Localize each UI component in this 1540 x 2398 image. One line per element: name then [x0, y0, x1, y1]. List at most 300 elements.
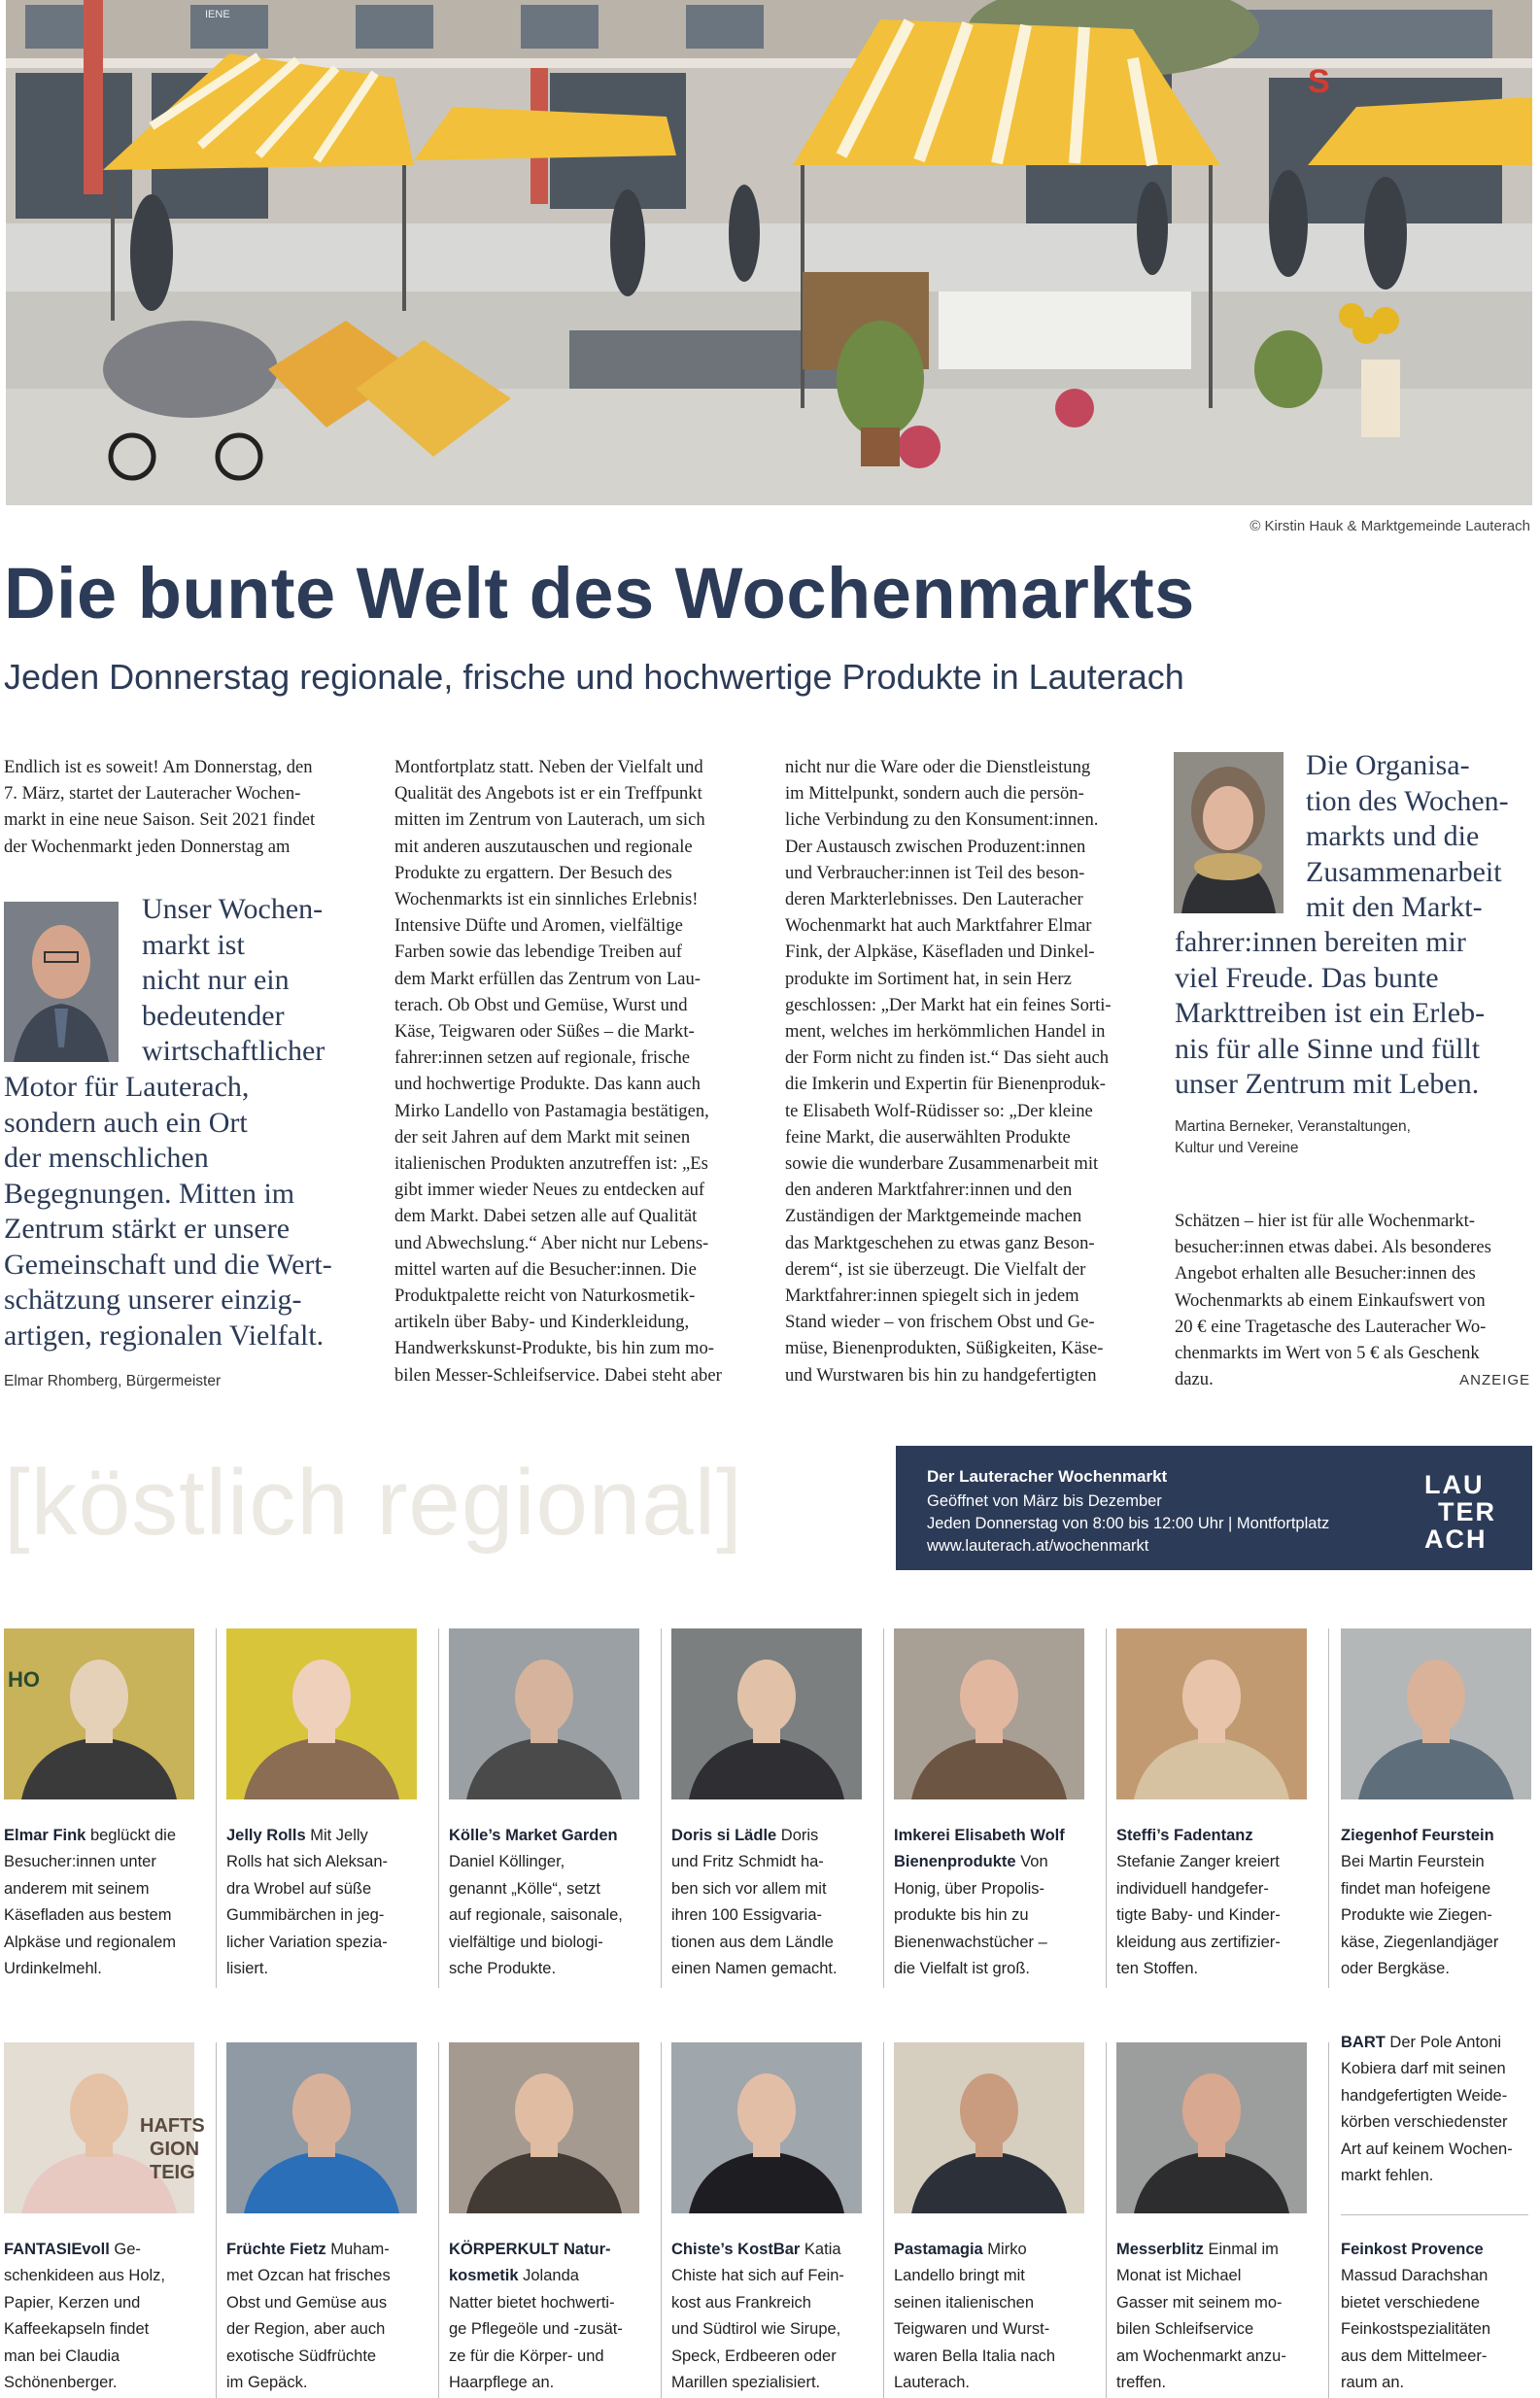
vendor-name: Kölle’s Market Garden — [449, 1827, 618, 1844]
vendor-name: Chiste’s KostBar — [671, 2241, 801, 2258]
vendor-photo — [894, 1628, 1084, 1799]
vendor-name: Pastamagia — [894, 2241, 983, 2258]
article-column-4 — [1175, 1208, 1534, 1392]
vendor-text: Kobiera darf mit seinen — [1341, 2060, 1506, 2078]
vendor-text: Bienenwachstücher – — [894, 1933, 1047, 1951]
vendor-text: Doris — [776, 1827, 819, 1844]
vendor-text: ihren 100 Essigvaria- — [671, 1906, 822, 1925]
vendor-text-line — [226, 1930, 426, 1956]
vendor-text-line — [1341, 1849, 1540, 1875]
vendor-text: raum an. — [1341, 2374, 1405, 2392]
vendor-text: Lauterach. — [894, 2374, 970, 2392]
berneker-quote-part1 — [1306, 748, 1509, 926]
vendor-text-line — [4, 2370, 203, 2396]
text-line: ment, welches im herkömmlichen Handel in — [785, 1021, 1106, 1043]
text-line: besucher:innen etwas dabei. Als besonderes — [1175, 1237, 1491, 1258]
vendor-text: am Wochenmarkt anzu- — [1116, 2347, 1286, 2365]
vendor-text: oder Bergkäse. — [1341, 1960, 1450, 1978]
vendor-text-line — [894, 1930, 1093, 1956]
vendor-text-line — [671, 1902, 871, 1929]
quote-line: unser Zentrum mit Leben. — [1175, 1068, 1480, 1100]
vendor-text: Kaffeekapseln findet — [4, 2320, 150, 2339]
vendor-text-line — [449, 1902, 648, 1929]
vendor-name: KÖRPERKULT Natur- — [449, 2241, 611, 2258]
vendor-text-line — [226, 2290, 426, 2316]
column-divider — [1328, 2042, 1329, 2398]
article-column-1 — [4, 754, 373, 860]
quote-line: mit den Markt- — [1306, 891, 1483, 923]
vendor-text-line — [226, 1902, 426, 1929]
quote-line: der menschlichen — [4, 1142, 209, 1174]
quote-line: Unser Wochen- — [142, 893, 324, 925]
text-line: dazu. — [1175, 1369, 1214, 1390]
article-column-2 — [394, 754, 764, 1388]
vendor-text: Gasser mit seinem mo- — [1116, 2293, 1283, 2312]
attribution-line: Martina Berneker, Veranstaltungen, — [1175, 1118, 1411, 1135]
logo-line: TER — [1438, 1497, 1496, 1526]
column-divider — [1328, 1628, 1329, 1988]
vendor-description — [1341, 2030, 1540, 2189]
vendor-text: Gummibärchen in jeg- — [226, 1906, 385, 1925]
text-line: mittel warten auf die Besucher:innen. Die — [394, 1258, 697, 1280]
subheadline: Jeden Donnerstag regionale, frische und hochwertige Produkte in Lauterach — [4, 657, 1184, 697]
vendor-text-line — [1116, 2290, 1316, 2316]
vendor-text: schenkideen aus Holz, — [4, 2267, 166, 2285]
vendor-text-line — [226, 2263, 426, 2289]
text-line: liche Verbindung zu den Konsument:innen. — [785, 809, 1099, 831]
vendor-text-line — [894, 2316, 1093, 2343]
vendor-text-line — [226, 2316, 426, 2343]
quote-line: Gemeinschaft und die Wert- — [4, 1248, 332, 1281]
vendor-text: beglückt die — [86, 1827, 177, 1844]
text-line: der seit Jahren auf dem Markt mit seinen — [394, 1126, 691, 1148]
vendor-text: vielfältige und biologi- — [449, 1933, 603, 1951]
text-line: Handwerkskunst-Produkte, bis hin zum mo- — [394, 1338, 714, 1359]
text-line: und Wurstwaren bis hin zu handgefertigten — [785, 1364, 1097, 1386]
vendor-text-line — [1341, 2030, 1540, 2056]
headline: Die bunte Welt des Wochenmarkts — [4, 553, 1195, 634]
text-line: der Wochenmarkt jeden Donnerstag am — [4, 836, 291, 857]
text-line: im Mittelpunkt, sondern auch die persön- — [785, 783, 1084, 805]
vendor-text: kleidung aus zertifizier- — [1116, 1933, 1281, 1951]
vendor-text-line — [4, 2290, 203, 2316]
quote-line: Motor für Lauterach, — [4, 1071, 250, 1103]
vendor-text: met Ozcan hat frisches — [226, 2267, 391, 2285]
quote-line: Zusammenarbeit — [1306, 855, 1502, 888]
vendor-text-line — [671, 2344, 871, 2370]
vendor-name: Doris si Lädle — [671, 1827, 777, 1844]
text-line: die Imkerin und Expertin für Bienenproduk- — [785, 1074, 1106, 1095]
vendor-text-line — [1341, 1930, 1540, 1956]
vendor-text: exotische Südfrüchte — [226, 2347, 377, 2365]
text-line: 7. März, startet der Lauteracher Wochen- — [4, 783, 301, 805]
vendor-text-line — [671, 2263, 871, 2289]
logo-line: ACH — [1424, 1524, 1488, 1554]
vendor-photo — [226, 2042, 417, 2213]
text-line: Montfortplatz statt. Neben der Vielfalt und — [394, 757, 703, 777]
logo-line: LAU — [1424, 1470, 1485, 1499]
vendor-text-line — [1341, 2083, 1540, 2109]
vendor-text-line — [894, 2290, 1093, 2316]
vendor-text-line — [671, 2316, 871, 2343]
mayor-quote-attribution: Elmar Rhomberg, Bürgermeister — [4, 1373, 222, 1389]
text-line: Qualität des Angebots ist er ein Treffpunkt — [394, 783, 702, 805]
slogan: [köstlich regional] — [4, 1451, 743, 1555]
column-divider — [438, 2042, 439, 2398]
vendor-photo — [1341, 1628, 1531, 1799]
column-divider — [883, 1628, 884, 1988]
text-line: italienischen Produkten anzutreffen ist: „Es — [394, 1153, 708, 1175]
vendor-text-line — [671, 1930, 871, 1956]
lauterach-logo — [1424, 1471, 1496, 1553]
text-line: Intensive Düfte und Aromen, vielfältige — [394, 915, 683, 937]
vendor-text: Monat ist Michael — [1116, 2267, 1242, 2285]
vendor-text-line — [1116, 1902, 1316, 1929]
vendor-text-line — [449, 2263, 648, 2289]
vendor-text-line — [226, 1849, 426, 1875]
text-line: gibt immer wieder Neues zu entdecken auf — [394, 1180, 705, 1201]
text-line: Marktfahrer:innen spiegelt sich in jedem — [785, 1285, 1079, 1307]
vendor-text: Schönenberger. — [4, 2374, 118, 2392]
vendor-text: tigte Baby- und Kinder- — [1116, 1906, 1281, 1925]
vendor-name: Feinkost Provence — [1341, 2241, 1484, 2258]
vendor-text: Obst und Gemüse aus — [226, 2293, 388, 2312]
info-line-day: Jeden Donnerstag von 8:00 bis 12:00 Uhr | Montfortplatz — [927, 1515, 1330, 1532]
vendor-text: ten Stoffen. — [1116, 1960, 1199, 1978]
info-line-website[interactable]: www.lauterach.at/wochenmarkt — [927, 1537, 1149, 1555]
vendor-description — [4, 1823, 203, 1982]
vendor-description — [1116, 2237, 1316, 2396]
vendor-text: lisiert. — [226, 1960, 269, 1978]
vendor-text: man bei Claudia — [4, 2347, 120, 2365]
text-line: Mirko Landello von Pastamagia bestätigen, — [394, 1100, 709, 1121]
text-line: feine Markt, die auserwählten Produkte — [785, 1126, 1071, 1148]
vendor-photo — [449, 2042, 639, 2213]
vendor-text: markt fehlen. — [1341, 2167, 1434, 2185]
attribution-line: Kultur und Vereine — [1175, 1140, 1299, 1156]
quote-line: bedeutender — [142, 999, 285, 1032]
vendor-name: FANTASIEvoll — [4, 2241, 110, 2258]
vendor-text-line — [1341, 1956, 1540, 1982]
vendor-text: käse, Ziegenlandjäger — [1341, 1933, 1499, 1951]
text-line: und Verbraucher:innen ist Teil des beson- — [785, 862, 1085, 883]
column-divider — [661, 1628, 662, 1988]
vendor-text-line — [1341, 2163, 1540, 2189]
berneker-quote-part2 — [1175, 925, 1485, 1103]
text-line: sowie die wunderbare Zusammenarbeit mit — [785, 1153, 1099, 1175]
vendor-text-line — [4, 1823, 203, 1849]
quote-line: tion des Wochen- — [1306, 784, 1509, 817]
vendor-text-line — [226, 1823, 426, 1849]
vendor-text: Besucher:innen unter — [4, 1853, 156, 1871]
vendor-name: Jelly Rolls — [226, 1827, 306, 1844]
vendor-text-line — [1341, 1902, 1540, 1929]
vendor-text-line — [1116, 1956, 1316, 1982]
vendor-text: auf regionale, saisonale, — [449, 1906, 623, 1925]
vendor-text: Von — [1015, 1853, 1048, 1871]
vendor-text-line — [226, 1876, 426, 1902]
text-line: Produkte zu ergattern. Der Besuch des — [394, 862, 672, 883]
vendor-text: Jolanda — [518, 2267, 579, 2285]
vendor-text-line — [226, 2344, 426, 2370]
vendor-photo — [1116, 1628, 1307, 1799]
vendor-text: Speck, Erdbeeren oder — [671, 2347, 837, 2365]
market-scene-illustration — [6, 0, 1532, 505]
vendor-text-line — [1341, 2290, 1540, 2316]
column-divider — [438, 1628, 439, 1988]
quote-line: markts und die — [1306, 820, 1480, 852]
vendor-text: ben sich vor allem mit — [671, 1879, 827, 1898]
vendor-text-line — [449, 1849, 648, 1875]
text-line: Farben sowie das lebendige Treiben auf — [394, 942, 682, 963]
mayor-quote-part1 — [142, 892, 325, 1070]
text-line: produkte im Sortiment hat, in sein Herz — [785, 968, 1072, 989]
vendor-text: Alpkäse und regionalem — [4, 1933, 177, 1951]
vendor-text-line — [894, 2370, 1093, 2396]
vendor-description — [671, 2237, 871, 2396]
vendor-text: Produkte wie Ziegen- — [1341, 1906, 1492, 1925]
vendor-text-line — [4, 2316, 203, 2343]
vendor-text-line — [894, 1902, 1093, 1929]
vendor-text: Einmal im — [1203, 2241, 1279, 2258]
shop-sign-text: IENE — [205, 9, 230, 20]
vendor-text: findet man hofeigene — [1341, 1879, 1491, 1898]
column-divider — [216, 1628, 217, 1988]
text-line: fahrer:innen setzen auf regionale, frische — [394, 1047, 691, 1069]
vendor-text-line — [4, 1930, 203, 1956]
vendor-text-line — [894, 2237, 1093, 2263]
vendor-text-line — [4, 1876, 203, 1902]
vendor-text-line — [671, 1849, 871, 1875]
photo-sign-text: HO — [8, 1667, 40, 1692]
vendor-photo — [1116, 2042, 1307, 2213]
vendor-text-line — [894, 1876, 1093, 1902]
vendor-text-line — [1116, 2370, 1316, 2396]
vendor-text-line — [894, 1956, 1093, 1982]
text-line: das Marktgeschehen zu etwas ganz Beson- — [785, 1232, 1095, 1253]
bank-sign-text: S — [1308, 63, 1330, 100]
bart-divider — [1341, 2214, 1528, 2215]
photo-credit: © Kirstin Hauk & Marktgemeinde Lauterach — [1249, 518, 1530, 534]
vendor-text-line — [226, 1956, 426, 1982]
vendor-text: und Südtirol wie Sirupe, — [671, 2320, 841, 2339]
vendor-text: Honig, über Propolis- — [894, 1879, 1044, 1898]
vendor-text: Ge- — [109, 2241, 141, 2258]
text-line: Endlich ist es soweit! Am Donnerstag, den — [4, 757, 313, 777]
vendor-text: Bei Martin Feurstein — [1341, 1853, 1485, 1871]
vendor-text: bietet verschiedene — [1341, 2293, 1481, 2312]
vendor-name: Ziegenhof Feurstein — [1341, 1827, 1494, 1844]
vendor-photo — [226, 1628, 417, 1799]
vendor-name: Elmar Fink — [4, 1827, 86, 1844]
vendor-text-line — [1116, 1823, 1316, 1849]
text-line: Der Austausch zwischen Produzent:innen — [785, 836, 1086, 857]
vendor-description — [226, 1823, 426, 1982]
quote-line: Zentrum stärkt er unsere — [4, 1213, 291, 1245]
vendor-text: Daniel Köllinger, — [449, 1853, 565, 1871]
vendor-description — [1341, 1823, 1540, 1982]
vendor-text-line — [894, 2263, 1093, 2289]
column-divider — [1106, 1628, 1107, 1988]
text-line: müse, Bienenprodukten, Süßigkeiten, Käse- — [785, 1338, 1104, 1359]
advertisement-label: ANZEIGE — [1459, 1372, 1530, 1388]
vendor-text-line — [1341, 2370, 1540, 2396]
vendor-text: aus dem Mittelmeer- — [1341, 2347, 1488, 2365]
text-line: deren Markterlebnisses. Den Lauteracher — [785, 889, 1083, 910]
vendor-text: seinen italienischen — [894, 2293, 1035, 2312]
berneker-portrait — [1174, 752, 1283, 913]
vendor-text: Stefanie Zanger kreiert — [1116, 1853, 1280, 1871]
text-line: chenmarkts im Wert von 5 € als Geschenk — [1175, 1343, 1480, 1364]
vendor-text-line — [4, 1849, 203, 1875]
vendor-text: einen Namen gemacht. — [671, 1960, 838, 1978]
text-line: und Abwechslung.“ Aber nicht nur Lebens- — [394, 1232, 709, 1253]
vendor-text-line — [1116, 1849, 1316, 1875]
quote-line: sondern auch ein Ort — [4, 1106, 248, 1139]
vendor-text: tionen aus dem Ländle — [671, 1933, 834, 1951]
vendor-text: ze für die Körper- und — [449, 2347, 604, 2365]
quote-line: artigen, regionalen Vielfalt. — [4, 1319, 325, 1352]
quote-line: viel Freude. Das bunte — [1175, 961, 1439, 994]
vendor-text: Haarpflege an. — [449, 2374, 555, 2392]
vendor-text-line — [1341, 2344, 1540, 2370]
vendor-text: waren Bella Italia nach — [894, 2347, 1056, 2365]
vendor-text: Teigwaren und Wurst- — [894, 2320, 1050, 2339]
column-divider — [1106, 2042, 1107, 2398]
text-line: dem Markt erfüllen das Zentrum von Lau- — [394, 968, 701, 989]
photo-sign-text: HAFTS — [140, 2115, 205, 2137]
vendor-text-line — [449, 2370, 648, 2396]
vendor-text-line — [449, 2237, 648, 2263]
vendor-text-line — [449, 2344, 648, 2370]
vendor-name: Früchte Fietz — [226, 2241, 326, 2258]
info-line-hours: Geöffnet von März bis Dezember — [927, 1492, 1162, 1510]
vendor-text-line — [894, 1849, 1093, 1875]
mayor-quote-part2 — [4, 1070, 332, 1353]
vendor-text: sche Produkte. — [449, 1960, 557, 1978]
vendor-text-line — [1116, 2237, 1316, 2263]
vendor-description — [4, 2237, 203, 2396]
vendor-text: und Fritz Schmidt ha- — [671, 1853, 824, 1871]
quote-line: nicht nur ein — [142, 964, 290, 996]
vendor-text-line — [449, 1956, 648, 1982]
quote-line: Begegnungen. Mitten im — [4, 1177, 295, 1210]
vendor-text: dra Wrobel auf süße — [226, 1879, 372, 1898]
quote-line: nis für alle Sinne und füllt — [1175, 1032, 1481, 1065]
vendor-text-line — [671, 2237, 871, 2263]
column-divider — [216, 2042, 217, 2398]
vendor-photo — [671, 1628, 862, 1799]
text-line: Wochenmarkts ab einem Einkaufswert von — [1175, 1289, 1486, 1311]
text-line: bilen Messer-Schleifservice. Dabei steht aber — [394, 1364, 722, 1386]
vendor-text: Natter bietet hochwerti- — [449, 2293, 615, 2312]
vendor-text-line — [1116, 2263, 1316, 2289]
vendor-text: handgefertigten Weide- — [1341, 2086, 1508, 2105]
vendor-name: kosmetik — [449, 2267, 519, 2285]
vendor-text-line — [1341, 2137, 1540, 2163]
vendor-text: treffen. — [1116, 2374, 1167, 2392]
vendor-text: die Vielfalt ist groß. — [894, 1960, 1031, 1978]
vendor-text-line — [894, 1823, 1093, 1849]
text-line: den anderen Marktfahrer:innen und den — [785, 1180, 1073, 1201]
vendor-name: BART — [1341, 2034, 1386, 2051]
vendor-text-line — [4, 2237, 203, 2263]
vendor-text: anderem mit seinem — [4, 1879, 150, 1898]
vendor-name: Steffi’s Fadentanz — [1116, 1827, 1253, 1844]
vendor-description — [1116, 1823, 1316, 1982]
text-line: Zuständigen der Marktgemeinde machen — [785, 1206, 1082, 1227]
vendor-text: Papier, Kerzen und — [4, 2293, 141, 2312]
vendor-text: Der Pole Antoni — [1385, 2034, 1502, 2051]
vendor-text-line — [449, 2290, 648, 2316]
text-line: Schätzen – hier ist für alle Wochenmarkt- — [1175, 1211, 1475, 1231]
vendor-text: Art auf keinem Wochen- — [1341, 2140, 1513, 2158]
vendor-text-line — [671, 1956, 871, 1982]
vendor-text: ge Pflegeöle und -zusät- — [449, 2320, 623, 2339]
vendor-text: im Gepäck. — [226, 2374, 308, 2392]
column-divider — [661, 2042, 662, 2398]
vendor-text-line — [1341, 2316, 1540, 2343]
vendor-text: der Region, aber auch — [226, 2320, 386, 2339]
hero-photo — [6, 0, 1532, 505]
vendor-text: licher Variation spezia- — [226, 1933, 388, 1951]
vendor-text: körben verschiedenster — [1341, 2113, 1508, 2132]
vendor-text: Feinkostspezialitäten — [1341, 2320, 1491, 2339]
text-line: terach. Ob Obst und Gemüse, Wurst und — [394, 994, 688, 1015]
vendor-text-line — [1341, 1876, 1540, 1902]
berneker-quote-attribution — [1175, 1116, 1411, 1159]
quote-line: fahrer:innen bereiten mir — [1175, 926, 1466, 958]
text-line: mitten im Zentrum von Lauterach, um sich — [394, 809, 705, 831]
vendor-text: Urdinkelmehl. — [4, 1960, 102, 1978]
vendor-text-line — [1116, 1930, 1316, 1956]
vendor-text: genannt „Kölle“, setzt — [449, 1879, 600, 1898]
vendor-text-line — [1116, 1876, 1316, 1902]
text-line: te Elisabeth Wolf-Rüdisser so: „Der kleine — [785, 1100, 1093, 1121]
vendor-description — [894, 1823, 1093, 1982]
vendor-text-line — [1341, 1823, 1540, 1849]
quote-line: schätzung unserer einzig- — [4, 1284, 302, 1316]
text-line: geschlossen: „Der Markt hat ein feines Sorti- — [785, 994, 1112, 1015]
text-line: dem Markt. Dabei setzen alle auf Qualität — [394, 1206, 698, 1227]
quote-line: Die Organisa- — [1306, 749, 1470, 781]
vendor-description — [1341, 2237, 1540, 2396]
vendor-name: Messerblitz — [1116, 2241, 1204, 2258]
quote-line: Markttreiben ist ein Erleb- — [1175, 997, 1486, 1029]
vendor-photo — [671, 2042, 862, 2213]
vendor-text: kost aus Frankreich — [671, 2293, 811, 2312]
vendor-text-line — [4, 1956, 203, 1982]
vendor-text-line — [671, 1823, 871, 1849]
photo-sign-text: GION — [150, 2139, 200, 2160]
vendor-text: Käsefladen aus bestem — [4, 1906, 172, 1925]
article-column-3 — [785, 754, 1154, 1388]
vendor-text: Mit Jelly — [305, 1827, 368, 1844]
mayor-portrait — [4, 902, 119, 1062]
vendor-description — [894, 2237, 1093, 2396]
quote-line: wirtschaftlicher — [142, 1035, 325, 1067]
vendor-text-line — [226, 2370, 426, 2396]
vendor-description — [671, 1823, 871, 1982]
vendor-text: produkte bis hin zu — [894, 1906, 1029, 1925]
vendor-text-line — [1116, 2344, 1316, 2370]
vendor-text: Katia — [800, 2241, 841, 2258]
vendor-text-line — [449, 1823, 648, 1849]
vendor-text-line — [671, 1876, 871, 1902]
text-line: artikeln über Baby- und Kinderkleidung, — [394, 1312, 690, 1333]
quote-line: markt ist — [142, 928, 245, 961]
text-line: Stand wieder – von frischem Obst und Ge- — [785, 1312, 1095, 1333]
